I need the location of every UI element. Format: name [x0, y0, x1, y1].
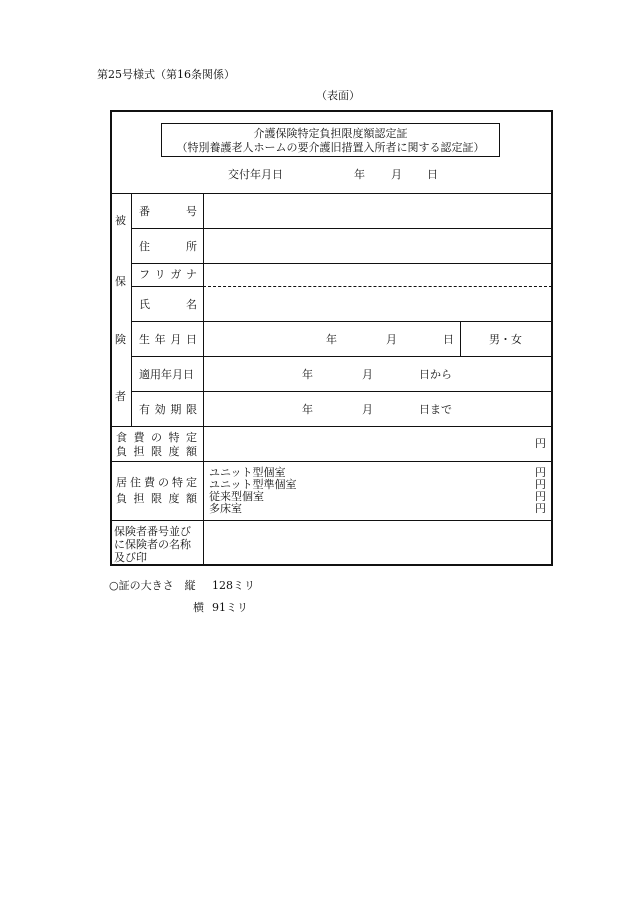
rule-after-name [131, 321, 552, 322]
size-note-width-label: 横 [193, 601, 204, 614]
rule-furigana-dashed [203, 286, 552, 287]
food-cost-unit: 円 [535, 437, 546, 450]
rule-after-birth [131, 356, 552, 357]
rule-insured-top [111, 193, 552, 194]
insured-side-char-2: 保 [115, 275, 126, 288]
valid-month-unit: 月 [362, 403, 373, 416]
form-number: 第25号様式（第16条関係） [97, 68, 235, 81]
applied-from-unit: 日から [419, 368, 452, 381]
birth-month-unit: 月 [386, 333, 397, 346]
room-type-conventional-private: 従来型個室 [209, 490, 264, 503]
size-note-label: ○証の大きさ 縦 [109, 579, 196, 592]
gender-field: 男・女 [489, 333, 522, 346]
room-cost-unit-2: 円 [535, 478, 546, 491]
food-cost-label-line2: 負 担 限 度 額 [116, 445, 197, 458]
rule-gender-column [460, 321, 461, 356]
rule-after-address [131, 263, 552, 264]
insured-side-char-3: 険 [115, 333, 126, 346]
issue-date-label: 交付年月日 [228, 168, 283, 181]
insurer-label-line3: 及び印 [114, 551, 147, 564]
valid-year-unit: 年 [302, 403, 313, 416]
room-type-multi-bed: 多床室 [209, 502, 242, 515]
furigana-label: フ リ ガ ナ [139, 268, 197, 281]
issue-day-unit: 日 [427, 168, 438, 181]
rule-after-food [111, 461, 552, 462]
issue-month-unit: 月 [391, 168, 402, 181]
size-note-height: 128ミリ [212, 579, 255, 592]
room-cost-unit-3: 円 [535, 490, 546, 503]
applied-month-unit: 月 [362, 368, 373, 381]
insurer-label-line1: 保険者番号並び [114, 525, 191, 538]
room-cost-unit-4: 円 [535, 502, 546, 515]
address-label: 住 所 [139, 240, 197, 253]
birth-year-unit: 年 [326, 333, 337, 346]
issue-year-unit: 年 [354, 168, 365, 181]
certificate-title: 介護保険特定負担限度額認定証 [253, 127, 408, 140]
food-cost-label-line1: 食 費 の 特 定 [116, 431, 197, 444]
rule-label-column [203, 193, 204, 565]
rule-after-applied [131, 391, 552, 392]
number-label: 番 号 [139, 205, 197, 218]
birthdate-label: 生 年 月 日 [139, 333, 197, 346]
valid-until-label: 有 効 期 限 [139, 403, 197, 416]
residence-cost-label-line1: 居 住 費 の 特 定 [116, 476, 197, 489]
rule-after-residence [111, 520, 552, 521]
insurer-label-line2: に保険者の名称 [114, 538, 191, 551]
rule-after-furigana [131, 286, 203, 287]
insured-side-char-1: 被 [115, 214, 126, 227]
rule-after-number [131, 228, 552, 229]
form-side: （表面） [316, 89, 360, 102]
valid-until-unit: 日まで [419, 403, 452, 416]
room-cost-unit-1: 円 [535, 466, 546, 479]
certificate-title-box [161, 123, 500, 157]
room-type-unit-private: ユニット型個室 [209, 466, 286, 479]
applied-date-label: 適用年月日 [139, 368, 194, 381]
rule-after-valid [111, 426, 552, 427]
size-note-width: 91ミリ [212, 601, 248, 614]
name-label: 氏 名 [139, 298, 197, 311]
residence-cost-label-line2: 負 担 限 度 額 [116, 492, 197, 505]
birth-day-unit: 日 [443, 333, 454, 346]
insured-side-char-4: 者 [115, 390, 126, 403]
applied-year-unit: 年 [302, 368, 313, 381]
rule-side-column [131, 193, 132, 426]
room-type-unit-semi-private: ユニット型準個室 [209, 478, 297, 491]
certificate-subtitle: （特別養護老人ホームの要介護旧措置入所者に関する認定証） [176, 141, 485, 154]
